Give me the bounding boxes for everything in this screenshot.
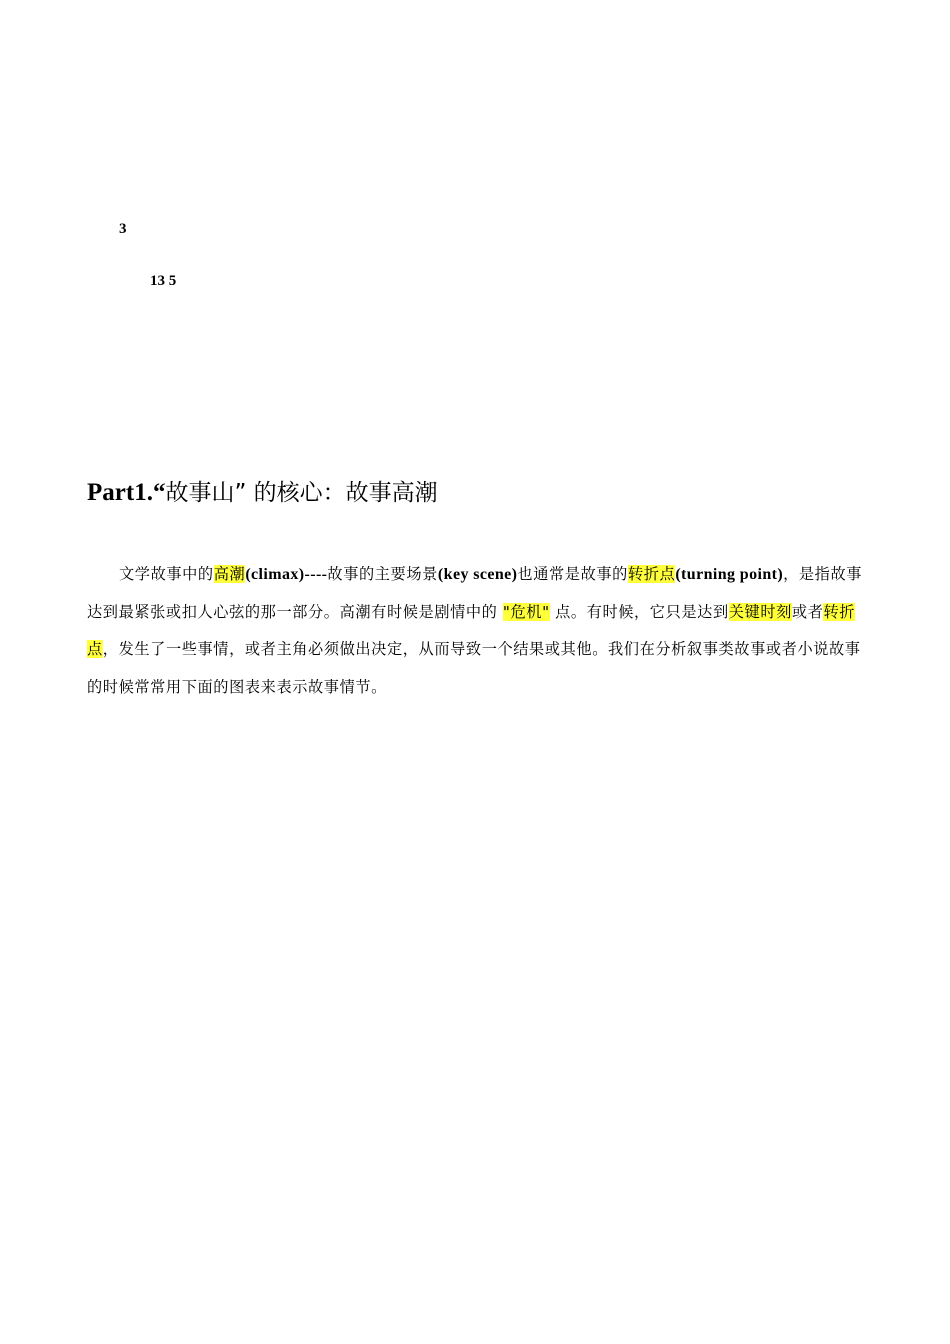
heading-title: 故事山” 的核心：故事高潮: [165, 480, 438, 506]
text-segment: 文学故事中的: [119, 565, 214, 583]
text-segment: 也通常是故事的: [517, 565, 628, 583]
highlight-turning-point-2: 转折点: [87, 602, 856, 658]
text-segment: ，是指故事达到最紧张或扣人心弦的那一部分。高潮有时候是剧情中的: [87, 565, 863, 621]
text-climax-en: (climax)----: [245, 566, 328, 583]
heading-prefix: Part1.“: [87, 479, 166, 506]
text-segment: 或者: [791, 602, 824, 621]
text-turning-point-en: (turning point): [675, 566, 784, 583]
highlight-key-moment: 关键时刻: [728, 602, 792, 621]
highlight-climax: 高潮: [213, 565, 246, 583]
text-segment: 点。有时候，它只是达到: [549, 602, 729, 621]
page-number-13-5: 13 5: [150, 273, 177, 289]
highlight-turning-point: 转折点: [627, 565, 676, 583]
highlight-crisis: "危机": [502, 602, 550, 621]
text-segment: ，发生了一些事情，或者主角必须做出决定，从而导致一个结果或其他。我们在分析叙事类故事或者小说故事的时候常常用下面的图表来表示故事情节。: [87, 640, 861, 696]
page-number-3: 3: [119, 221, 127, 237]
text-segment: 故事的主要场景: [327, 565, 438, 583]
body-paragraph: [87, 556, 867, 706]
text-key-scene-en: (key scene): [437, 566, 518, 583]
section-heading: [87, 476, 438, 510]
